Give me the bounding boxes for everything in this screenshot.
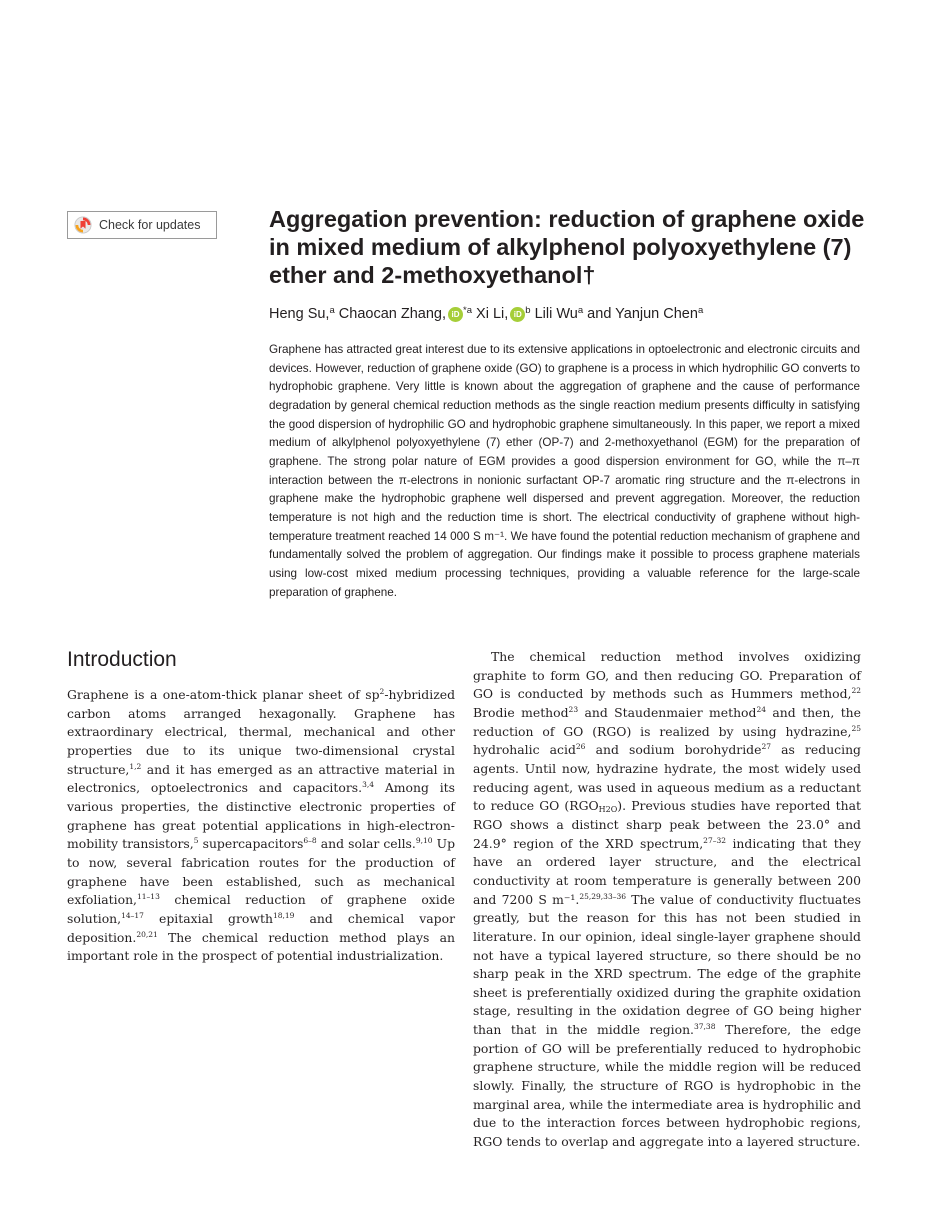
citation-ref[interactable]: 22 <box>851 686 861 696</box>
author-conjunction: and <box>583 306 612 322</box>
check-for-updates-label: Check for updates <box>99 218 201 232</box>
citation-ref[interactable]: 1,2 <box>129 761 142 771</box>
article-title: Aggregation prevention: reduction of graphene oxide in mixed medium of alkylphenol polyoxyethylene (7) ether and 2-methoxyethanol† <box>269 206 865 288</box>
citation-ref[interactable]: 14–17 <box>121 910 144 920</box>
citation-ref[interactable]: 37,38 <box>694 1022 716 1032</box>
abstract: Graphene has attracted great interest due to its extensive applications in optoelectronic and electronic circuits and devices. However, reduction of graphene oxide (GO) to graphene is a process in which hydrophilic GO converts to hydrophobic graphene. Very little is known about the aggregation of graphene and the cause of performance degradation by general chemical reduction methods as the single reaction medium presents difficulty in satisfying the good dispersion of hydrophilic GO and hydrophobic graphene simultaneously. In this paper, we report a mixed medium of alkylphenol polyoxyethylene (7) ether (OP-7) and 2-methoxyethanol (EGM) for the preparation of graphene. The strong polar nature of EGM provides a good dispersion environment for GO, while the π–π interaction between the π-electrons in nonionic surfactant OP-7 aromatic ring structure and the π-electrons in graphene make the hydrophobic graphene well dispersed and prevent aggregation. Moreover, the reduction temperature is not high and the reduction time is short. The electrical conductivity of graphene without high-temperature treatment reached 14 000 S m⁻¹. We have found the potential reduction mechanism of graphene and fundamentally solved the problem of aggregation. Our findings make it possible to process graphene materials using low-cost mixed medium processing techniques, providing a valuable reference for the large-scale preparation of graphene. <box>269 343 860 599</box>
orcid-icon[interactable]: iD <box>510 307 525 322</box>
citation-ref[interactable]: 3,4 <box>362 780 374 790</box>
citation-ref[interactable]: 25 <box>851 723 861 733</box>
author-affiliation: a <box>577 305 584 316</box>
author-affiliation: b <box>525 305 531 316</box>
check-updates-icon <box>74 216 92 234</box>
citation-ref[interactable]: 24 <box>756 704 766 714</box>
author-name: Xi Li, <box>476 306 509 322</box>
citation-ref[interactable]: 6–8 <box>303 836 317 846</box>
check-for-updates-badge[interactable] <box>67 211 217 239</box>
citation-ref[interactable]: 9,10 <box>415 836 433 846</box>
citation-ref[interactable]: 5 <box>193 836 199 846</box>
author-affiliation: *a <box>463 305 472 316</box>
citation-ref[interactable]: 20,21 <box>136 929 158 939</box>
author-name: Lili Wu <box>534 306 578 322</box>
subscript: H2O <box>598 805 618 815</box>
author-name: Yanjun Chen <box>615 306 698 322</box>
intro-paragraph-1: Graphene is a one-atom-thick planar sheet of $sp^2$-hybridized carbon atoms arranged hexagonally. Graphene has extraordinary electrical, thermal, mechanical and other properties due to its unique two-dimensional crystal structure,$^{1,2}$ and it has emerged as an attractive material in electronics, optoelectronics and capacitors.$^{3,4}$ Among its various properties, the distinctive electronic properties of graphene has great potential applications in high-electron-mobility transistors,$^5$ supercapacitors$^{6-8}$ and solar cells.$^{9,10}$ Up to now, several fabrication routes for the production of graphene have been established, such as mechanical exfoliation,$^{11-13}$ chemical reduction of graphene oxide solution,$^{14-17}$ epitaxial growth$^{18,19}$ and chemical vapor deposition.$^{20,21}$ The chemical reduction method plays an important role in the prospect of potential industrialization. <box>67 687 456 964</box>
author-name: Heng Su, <box>269 306 330 322</box>
citation-ref[interactable]: 18,19 <box>272 910 295 920</box>
orcid-icon[interactable]: iD <box>448 307 463 322</box>
intro-paragraph-2: The chemical reduction method involves oxidizing graphite to form GO, and then reducing GO. Preparation of GO is conducted by methods such as Hummers method,$^{22}$ Brodie method$^{23}$ and Staudenmaier method$^{24}$ and then, the reduction of GO (RGO) is realized by using hydrazine,$^{25}$ hydrohalic acid$^{26}$ and sodium borohydride$^{27}$ as reducing agents. Until now, hydrazine hydrate, the most widely used reducing agent, was used in aqueous medium as a reductant to reduce GO $(RGO_{H2O})$. Previous studies have reported that RGO shows a distinct sharp peak between the 23.0° and 24.9° region of the XRD spectrum,$^{27-32}$ indicating that they have an ordered layer structure, and the electrical conductivity at room temperature is generally between 200 and 7200 S m⁻¹.$^{25,29,33-36}$ The value of conductivity fluctuates greatly, but the reason for this has not been studied in literature. In our opinion, ideal single-layer graphene should not have a typical layered structure, so there should be no sharp peak in the XRD spectrum. The edge of the graphite sheet is preferentially oxidized during the graphite oxidation stage, resulting in the oxidation degree of GO being higher than that in the middle region.$^{37,38}$ Therefore, the edge portion of GO will be preferentially reduced to hydrophobic graphene structure, while the middle region will be reduced slowly. Finally, the structure of RGO is hydrophobic in the marginal area, while the intermediate area is hydrophilic and due to the interaction forces between hydrophobic regions, RGO tends to overlap and aggregate into a layered structure. <box>473 649 861 1150</box>
citation-ref[interactable]: 27 <box>761 742 771 752</box>
citation-ref[interactable]: 2 <box>379 687 385 696</box>
author-list <box>269 305 889 322</box>
author-affiliation: a <box>329 305 335 316</box>
citation-ref[interactable]: 26 <box>575 742 586 752</box>
author-name: Chaocan Zhang, <box>338 306 447 322</box>
author-affiliation: a <box>697 305 704 316</box>
section-heading-introduction: Introduction <box>67 648 177 671</box>
citation-ref[interactable]: 11–13 <box>137 892 160 902</box>
citation-ref[interactable]: 23 <box>568 704 579 714</box>
citation-ref[interactable]: 25,29,33–36 <box>579 891 627 901</box>
citation-ref[interactable]: 27–32 <box>703 835 727 845</box>
